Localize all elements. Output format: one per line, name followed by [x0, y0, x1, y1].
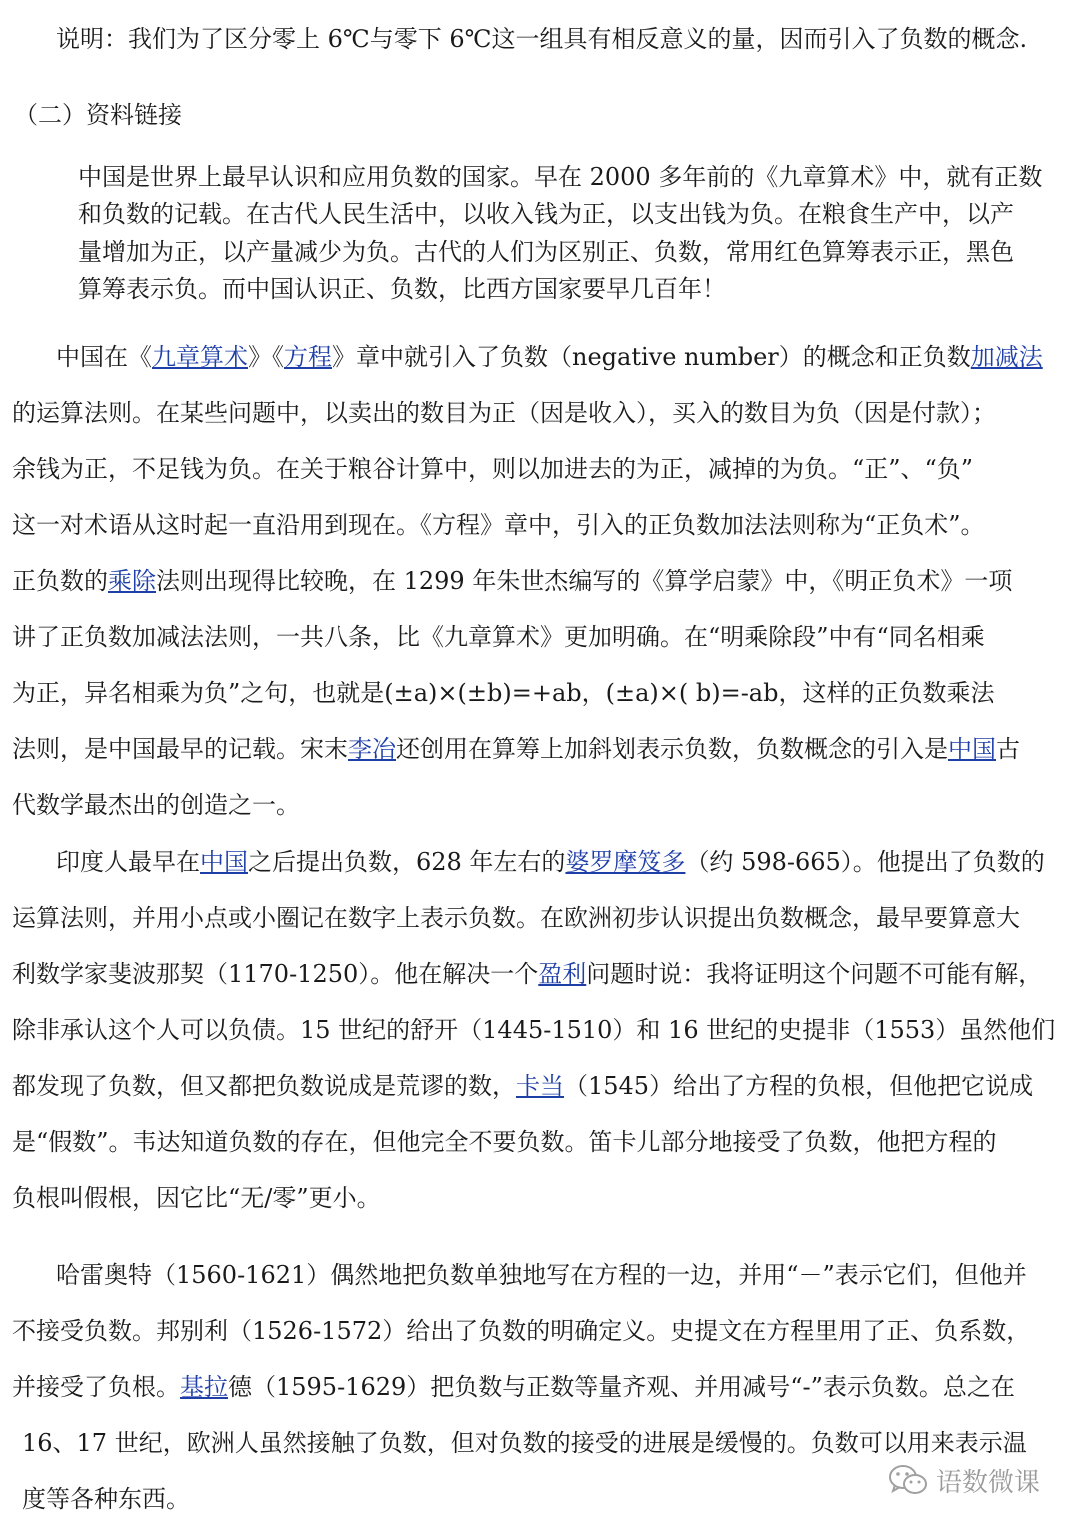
paragraph-line: 除非承认这个人可以负债。15 世纪的舒开（1445-1510）和 16 世纪的史提非（1553）虽然他们 — [12, 1016, 1056, 1044]
section-note: 说明：我们为了区分零上 6℃与零下 6℃这一组具有相反意义的量，因而引入了负数的概念. — [56, 25, 1028, 53]
paragraph-line: 运算法则，并用小点或小圈记在数字上表示负数。在欧洲初步认识提出负数概念，最早要算意大 — [12, 904, 1020, 932]
link-li-ye[interactable]: 李冶 — [348, 735, 396, 763]
text-run: 并接受了负根。 — [12, 1373, 180, 1401]
text-run: 之后提出负数，628 年左右的 — [248, 848, 566, 876]
link-cardano[interactable]: 卡当 — [516, 1072, 564, 1100]
paragraph-line — [12, 732, 1020, 766]
text-run: 德（1595-1629）把负数与正数等量齐观、并用减号“-”表示负数。总之在 — [228, 1373, 1015, 1401]
quote-line: 和负数的记载。在古代人民生活中，以收入钱为正，以支出钱为负。在粮食生产中，以产 — [78, 200, 1014, 228]
text-run: 还创用在算筹上加斜划表示负数，负数概念的引入是 — [396, 735, 948, 763]
link-girard[interactable]: 基拉 — [180, 1373, 228, 1401]
text-run: 印度人最早在 — [56, 848, 200, 876]
paragraph-line: 度等各种东西。 — [22, 1485, 190, 1513]
text-run: 法则，是中国最早的记载。宋末 — [12, 735, 348, 763]
quote-line: 算筹表示负。而中国认识正、负数，比西方国家要早几百年！ — [78, 275, 726, 303]
section-heading: （二）资料链接 — [14, 101, 182, 129]
text-run: 》章中就引入了负数（negative number）的概念和正负数 — [332, 343, 971, 371]
paragraph-line: 代数学最杰出的创造之一。 — [12, 791, 300, 819]
text-run: 都发现了负数，但又都把负数说成是荒谬的数， — [12, 1072, 516, 1100]
paragraph-line: 16、17 世纪，欧洲人虽然接触了负数，但对负数的接受的进展是缓慢的。负数可以用来表示温 — [22, 1429, 1027, 1457]
paragraph-line — [12, 957, 1042, 991]
paragraph-line — [56, 845, 1045, 879]
text-run: 正负数的 — [12, 567, 108, 595]
link-china[interactable]: 中国 — [948, 735, 996, 763]
link-multiplication-division[interactable]: 乘除 — [108, 567, 156, 595]
link-profit[interactable]: 盈利 — [538, 960, 587, 988]
wechat-icon — [888, 1463, 928, 1497]
link-jiuzhang-suanshu[interactable]: 九章算术 — [152, 343, 248, 371]
paragraph-line — [56, 340, 1043, 374]
paragraph-line — [12, 1069, 1033, 1103]
text-run: 法则出现得比较晚，在 1299 年朱世杰编写的《算学启蒙》中，《明正负术》一项 — [156, 567, 1013, 595]
text-run: 古 — [996, 735, 1020, 763]
text-run: 利数学家斐波那契（1170-1250）。他在解决一个 — [12, 960, 539, 988]
paragraph-line — [12, 1370, 1015, 1404]
text-run: 》《 — [248, 343, 284, 371]
paragraph-line: 哈雷奥特（1560-1621）偶然地把负数单独地写在方程的一边，并用“－”表示它们，但他并 — [56, 1261, 1027, 1289]
link-china[interactable]: 中国 — [200, 848, 248, 876]
link-brahmagupta[interactable]: 婆罗摩笈多 — [565, 848, 686, 876]
text-run: （约 598-665）。他提出了负数的 — [685, 848, 1045, 876]
paragraph-line: 是“假数”。韦达知道负数的存在，但他完全不要负数。笛卡儿部分地接受了负数，他把方程的 — [12, 1128, 997, 1156]
paragraph-line: 为正，异名相乘为负”之句，也就是(±a)×(±b)=+ab，(±a)×( b)=-ab，这样的正负数乘法 — [12, 679, 995, 707]
watermark — [888, 1458, 1058, 1502]
paragraph-line: 的运算法则。在某些问题中，以卖出的数目为正（因是收入），买入的数目为负（因是付款）； — [12, 399, 996, 427]
paragraph-line: 讲了正负数加减法法则，一共八条，比《九章算术》更加明确。在“明乘除段”中有“同名相乘 — [12, 623, 985, 651]
paragraph-line: 余钱为正，不足钱为负。在关于粮谷计算中，则以加进去的为正，减掉的为负。“正”、“负” — [12, 455, 974, 483]
text-run: （1545）给出了方程的负根，但他把它说成 — [564, 1072, 1034, 1100]
link-fangcheng[interactable]: 方程 — [284, 343, 332, 371]
paragraph-line: 负根叫假根，因它比“无/零”更小。 — [12, 1184, 381, 1212]
link-addition-subtraction[interactable]: 加减法 — [970, 343, 1043, 371]
paragraph-line: 不接受负数。邦别利（1526-1572）给出了负数的明确定义。史提文在方程里用了正、负系数， — [12, 1317, 1031, 1345]
quote-line: 中国是世界上最早认识和应用负数的国家。早在 2000 多年前的《九章算术》中，就有正数 — [78, 163, 1043, 191]
quote-line: 量增加为正，以产量减少为负。古代的人们为区别正、负数，常用红色算筹表示正，黑色 — [78, 238, 1014, 266]
text-run: 中国在《 — [56, 343, 152, 371]
watermark-text: 语数微课 — [936, 1467, 1041, 1498]
paragraph-line — [12, 564, 1012, 598]
paragraph-line: 这一对术语从这时起一直沿用到现在。《方程》章中，引入的正负数加法法则称为“正负术”。 — [12, 511, 985, 539]
text-run: 问题时说：我将证明这个问题不可能有解， — [586, 960, 1043, 988]
